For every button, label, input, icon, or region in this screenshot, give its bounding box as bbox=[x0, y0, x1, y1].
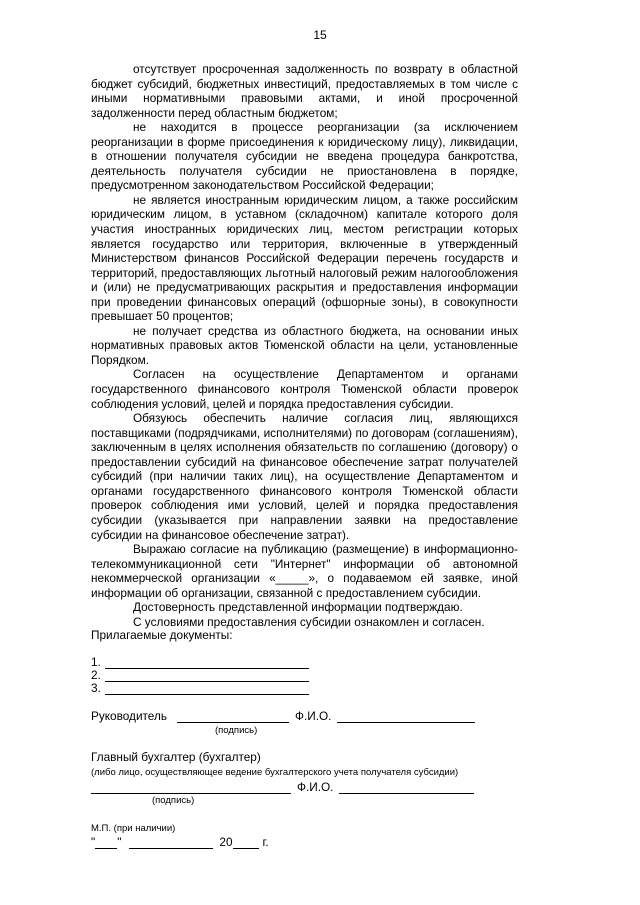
paragraph: не находится в процессе реорганизации (за исключением реорганизации в форме присоединения к юридическому лицу), ликвидации, в отношении получателя субсидии не введена процедура банкротства, деятельность получателя субсидии не приостановлена в порядке, предусмотренном законодательством Российской Федерации; bbox=[91, 120, 518, 193]
paragraph: Достоверность представленной информации подтверждаю. bbox=[133, 600, 463, 615]
paragraph: не получает средства из областного бюджета, на основании иных нормативных правовых актов Тюменской области на цели, установленные Порядком. bbox=[91, 323, 518, 367]
attachment-line bbox=[105, 657, 309, 669]
attachment-line bbox=[105, 683, 309, 695]
date-day-line bbox=[95, 836, 117, 849]
date-quote-close: " bbox=[117, 835, 122, 849]
attachment-item bbox=[91, 656, 309, 669]
attachment-item bbox=[91, 682, 309, 695]
head-label: Руководитель bbox=[91, 709, 167, 723]
document-body bbox=[91, 62, 518, 629]
accountant-fio-line bbox=[339, 781, 474, 794]
attachments-list bbox=[91, 656, 309, 695]
paragraph: не является иностранным юридическим лицом, а также российским юридическим лицом, в уставном (складочном) капитале которого доля участия иностранных юридических лиц, местом регистрации которых является государство или территория, включенные в утвержденный Министерством финансов Российской Федерации перечень государств и территорий, предоставляющих льготный налоговый режим налогообложения и (или) не предусматривающих раскрытия и предоставления информации при проведении финансовых операций (офшорные зоны), в совокупности превышает 50 процентов; bbox=[91, 192, 518, 324]
head-signature-row bbox=[91, 709, 475, 723]
paragraph: Выражаю согласие на публикацию (размещение) в информационно-телекоммуникационной сети "Интернет" информации об автономной некоммерческой организации «_____», о подаваемом ей заявке, иной информации об организации, связанной с предоставлением субсидии. bbox=[91, 542, 518, 600]
date-year-prefix: 20 bbox=[219, 835, 233, 849]
accountant-note: (либо лицо, осуществляющее ведение бухгалтерского учета получателя субсидии) bbox=[91, 767, 459, 778]
page-number: 15 bbox=[313, 28, 327, 42]
head-signature-line bbox=[177, 710, 289, 723]
attachment-number: 1. bbox=[91, 655, 101, 669]
date-quote-open: " bbox=[91, 835, 96, 849]
accountant-signature-row bbox=[91, 780, 474, 794]
attachments-title: Прилагаемые документы: bbox=[91, 628, 233, 642]
paragraph: Согласен на осуществление Департаментом и органами государственного финансового контроля Тюменской области проверок соблюдения условий, целей и порядка предоставления субсидии. bbox=[91, 367, 518, 411]
attachment-number: 2. bbox=[91, 668, 101, 682]
paragraph: С условиями предоставления субсидии ознакомлен и согласен. bbox=[133, 614, 485, 629]
accountant-fio-label: Ф.И.О. bbox=[297, 780, 334, 794]
stamp-label: М.П. (при наличии) bbox=[91, 823, 176, 834]
accountant-signature-line bbox=[91, 781, 291, 794]
paragraph: Обязуюсь обеспечить наличие согласия лиц, являющихся поставщиками (подрядчиками, исполнителями) по договорам (соглашениям), заключенным в целях исполнения обязательств по соглашению (договору) о предоставлении субсидий на финансовое обеспечение затрат получателей субсидий (при наличии таких лиц), на осуществление Департаментом и органами государственного финансового контроля Тюменской области проверок соблюдения ими условий, целей и порядка предоставления субсидии (указывается при направлении заявки на предоставление субсидии на финансовое обеспечение затрат). bbox=[91, 411, 518, 542]
accountant-sign-caption: (подпись) bbox=[152, 795, 195, 806]
accountant-title bbox=[91, 750, 261, 764]
date-month-line bbox=[129, 836, 213, 849]
attachment-number: 3. bbox=[91, 681, 101, 695]
attachment-line bbox=[105, 670, 309, 682]
head-fio-label: Ф.И.О. bbox=[295, 709, 332, 723]
date-year-line bbox=[233, 836, 259, 849]
head-sign-caption: (подпись) bbox=[215, 725, 258, 736]
date-row bbox=[91, 835, 269, 849]
accountant-label: Главный бухгалтер (бухгалтер) bbox=[91, 750, 261, 764]
paragraph: отсутствует просроченная задолженность по возврату в областной бюджет субсидий, бюджетных инвестиций, предоставляемых в том числе с иными нормативными правовыми актами, и иной просроченной задолженности перед областным бюджетом; bbox=[91, 62, 518, 120]
attachment-item bbox=[91, 669, 309, 682]
head-fio-line bbox=[337, 710, 475, 723]
date-year-suffix: г. bbox=[262, 835, 269, 849]
